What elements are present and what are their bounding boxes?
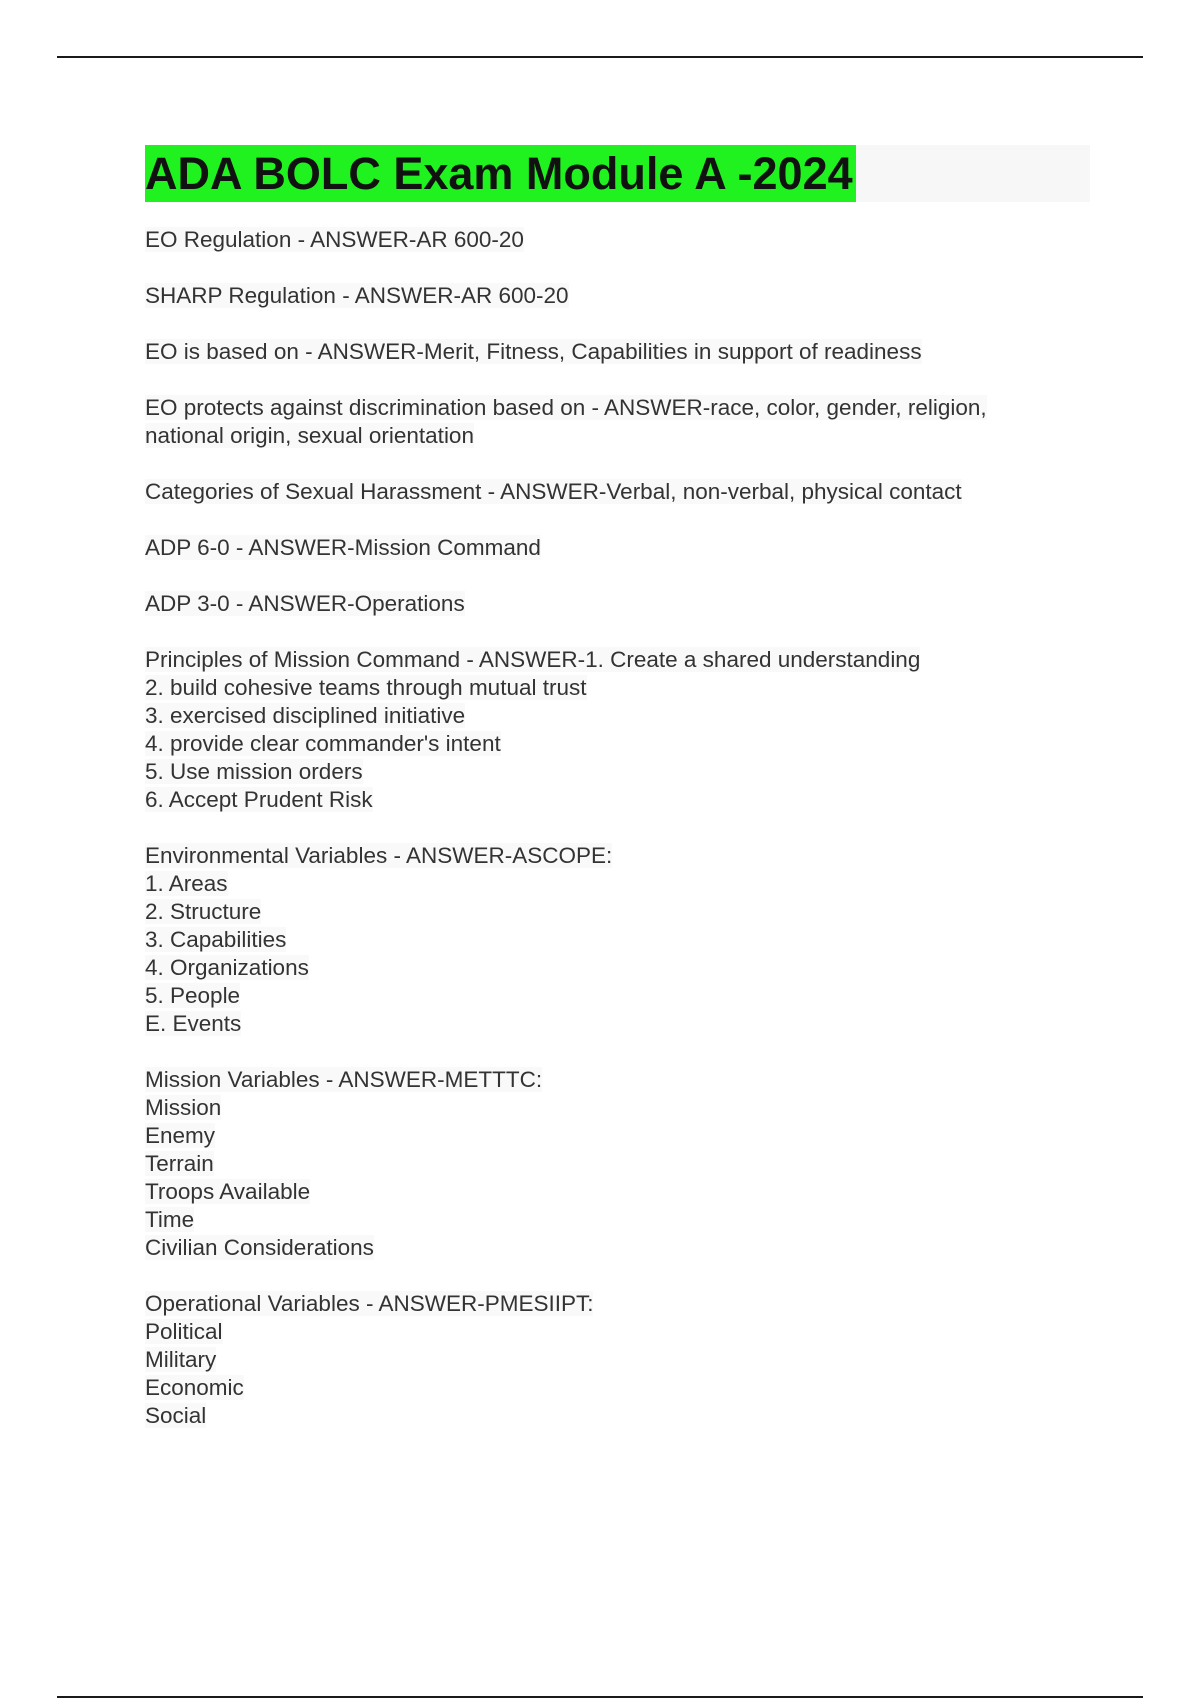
qa-entry xyxy=(145,226,1090,254)
qa-entry xyxy=(145,1066,1090,1262)
qa-text: 2. Structure xyxy=(145,899,262,924)
qa-answer-line xyxy=(145,1150,1090,1178)
qa-text: Categories of Sexual Harassment - ANSWER-Verbal, non-verbal, physical contact xyxy=(145,479,962,504)
qa-text: national origin, sexual orientation xyxy=(145,423,474,448)
qa-text: Principles of Mission Command - ANSWER-1. Create a shared understanding xyxy=(145,647,921,672)
qa-text: Operational Variables - ANSWER-PMESIIPT: xyxy=(145,1291,594,1316)
qa-answer-line xyxy=(145,1094,1090,1122)
qa-answer-line xyxy=(145,1402,1090,1430)
qa-question-line xyxy=(145,842,1090,870)
qa-question-line xyxy=(145,282,1090,310)
qa-text: Political xyxy=(145,1319,223,1344)
qa-answer-line xyxy=(145,702,1090,730)
qa-entry xyxy=(145,338,1090,366)
qa-entry xyxy=(145,646,1090,814)
qa-question-line xyxy=(145,534,1090,562)
qa-text: 5. Use mission orders xyxy=(145,759,363,784)
qa-answer-line xyxy=(145,954,1090,982)
qa-text: Civilian Considerations xyxy=(145,1235,374,1260)
title-band xyxy=(145,145,1090,202)
qa-text: Time xyxy=(145,1207,195,1232)
qa-text: 4. provide clear commander's intent xyxy=(145,731,501,756)
qa-answer-line xyxy=(145,1010,1090,1038)
qa-text: 5. People xyxy=(145,983,241,1008)
qa-answer-line xyxy=(145,422,1090,450)
qa-question-line xyxy=(145,1290,1090,1318)
qa-answer-line xyxy=(145,1374,1090,1402)
qa-entry xyxy=(145,394,1090,450)
qa-entry xyxy=(145,1290,1090,1430)
qa-text: Terrain xyxy=(145,1151,214,1176)
document-title: ADA BOLC Exam Module A -2024 xyxy=(145,145,856,202)
qa-question-line xyxy=(145,338,1090,366)
qa-answer-line xyxy=(145,982,1090,1010)
qa-question-line xyxy=(145,646,1090,674)
qa-text: Mission Variables - ANSWER-METTTC: xyxy=(145,1067,543,1092)
qa-text: Mission xyxy=(145,1095,222,1120)
qa-text: 2. build cohesive teams through mutual trust xyxy=(145,675,587,700)
qa-answer-line xyxy=(145,1234,1090,1262)
qa-text: 1. Areas xyxy=(145,871,228,896)
qa-answer-line xyxy=(145,674,1090,702)
qa-text: Economic xyxy=(145,1375,244,1400)
qa-question-line xyxy=(145,394,1090,422)
qa-text: Troops Available xyxy=(145,1179,311,1204)
qa-text: Enemy xyxy=(145,1123,216,1148)
qa-question-line xyxy=(145,590,1090,618)
qa-entry xyxy=(145,534,1090,562)
qa-text: SHARP Regulation - ANSWER-AR 600-20 xyxy=(145,283,569,308)
qa-answer-line xyxy=(145,898,1090,926)
qa-text: EO Regulation - ANSWER-AR 600-20 xyxy=(145,227,524,252)
top-rule xyxy=(57,56,1143,58)
qa-text: 4. Organizations xyxy=(145,955,309,980)
qa-text: 3. Capabilities xyxy=(145,927,287,952)
qa-answer-line xyxy=(145,1346,1090,1374)
qa-answer-line xyxy=(145,758,1090,786)
qa-text: EO protects against discrimination based on - ANSWER-race, color, gender, religion, xyxy=(145,395,987,420)
qa-answer-line xyxy=(145,1318,1090,1346)
qa-answer-line xyxy=(145,1206,1090,1234)
qa-text: ADP 3-0 - ANSWER-Operations xyxy=(145,591,465,616)
qa-answer-line xyxy=(145,926,1090,954)
qa-text: Social xyxy=(145,1403,207,1428)
qa-entry xyxy=(145,282,1090,310)
qa-text: EO is based on - ANSWER-Merit, Fitness, Capabilities in support of readiness xyxy=(145,339,922,364)
qa-text: E. Events xyxy=(145,1011,242,1036)
qa-text: Environmental Variables - ANSWER-ASCOPE: xyxy=(145,843,613,868)
bottom-rule xyxy=(57,1696,1143,1698)
document-body xyxy=(145,145,1090,1458)
qa-answer-line xyxy=(145,870,1090,898)
qa-question-line xyxy=(145,1066,1090,1094)
qa-question-line xyxy=(145,226,1090,254)
qa-entry xyxy=(145,590,1090,618)
qa-question-line xyxy=(145,478,1090,506)
qa-text: Military xyxy=(145,1347,217,1372)
qa-text: 3. exercised disciplined initiative xyxy=(145,703,466,728)
qa-answer-line xyxy=(145,730,1090,758)
qa-text: ADP 6-0 - ANSWER-Mission Command xyxy=(145,535,541,560)
qa-answer-line xyxy=(145,1178,1090,1206)
qa-text: 6. Accept Prudent Risk xyxy=(145,787,373,812)
qa-answer-line xyxy=(145,786,1090,814)
qa-entry xyxy=(145,478,1090,506)
qa-entry xyxy=(145,842,1090,1038)
qa-list xyxy=(145,226,1090,1430)
qa-answer-line xyxy=(145,1122,1090,1150)
